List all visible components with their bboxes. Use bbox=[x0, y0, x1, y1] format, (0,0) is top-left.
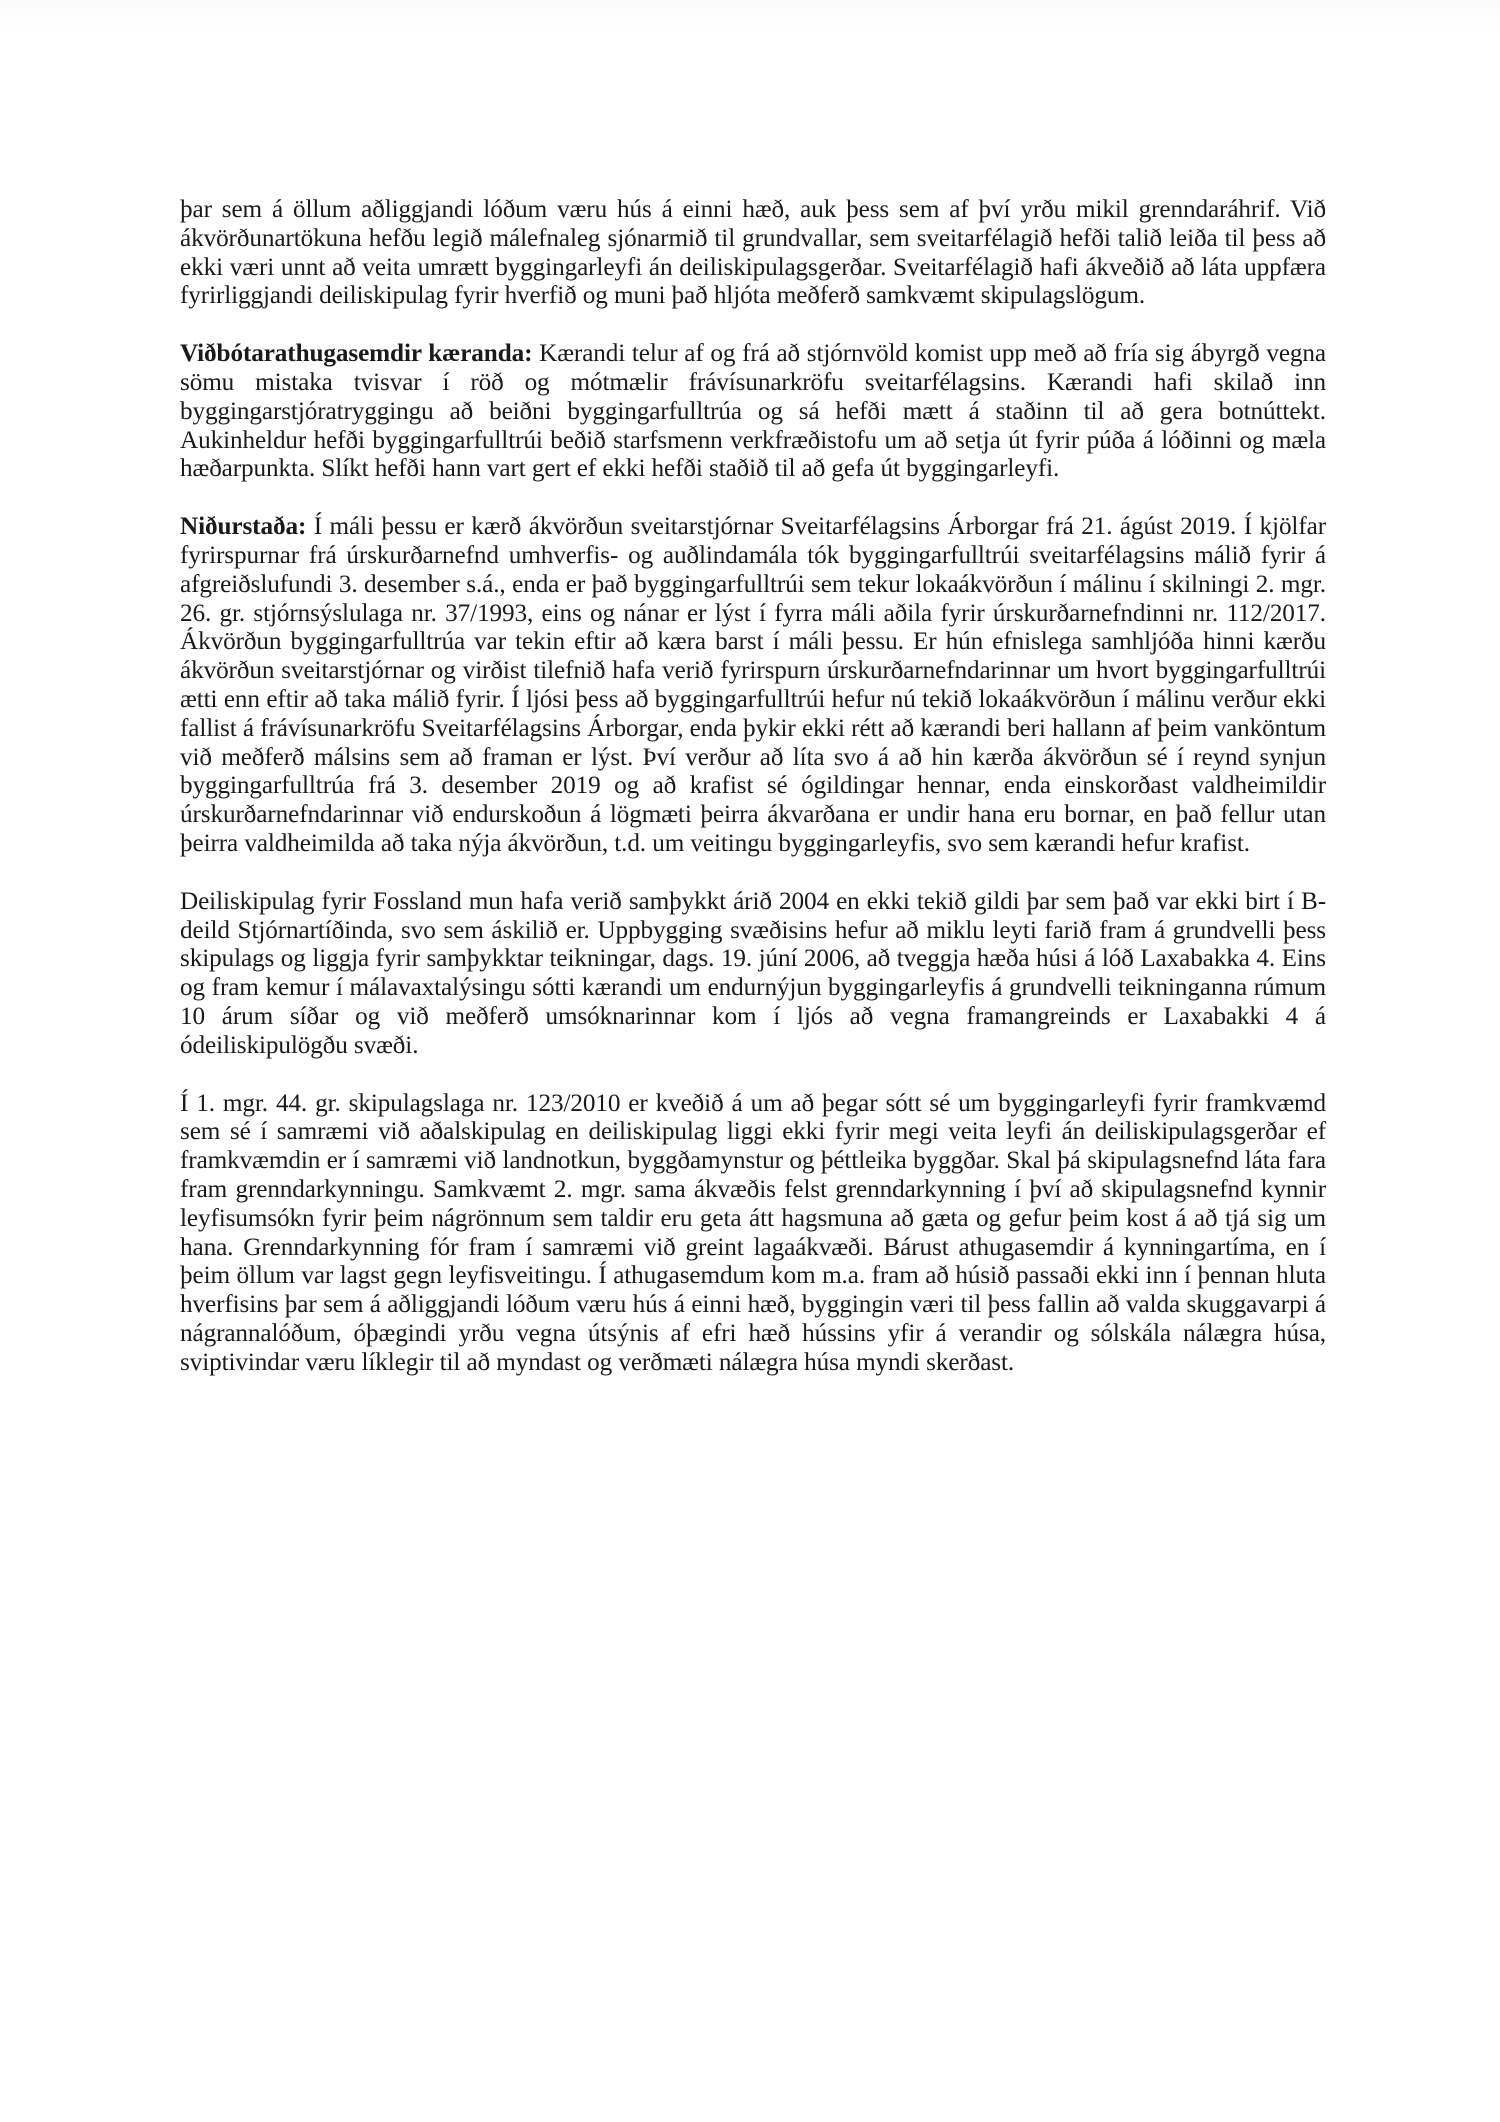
paragraph-text: Deiliskipulag fyrir Fossland mun hafa verið samþykkt árið 2004 en ekki tekið gildi þar sem það var ekki birt í B-deild Stjórnartíðinda, svo sem áskilið er. Uppbygging svæðisins hefur að miklu leyti farið fram á grundvelli þess skipulags og liggja fyrir samþykktar teikningar, dags. 19. júní 2006, að tveggja hæða húsi á lóð Laxabakka 4. Eins og fram kemur í málavaxtalýsingu sótti kærandi um endurnýjun byggingarleyfis á grundvelli teikninganna rúmum 10 árum síðar og við meðferð umsóknarinnar kom í ljós að vegna framangreinds er Laxabakki 4 á ódeiliskipulögðu svæði. bbox=[180, 887, 1326, 1059]
paragraph-text: þar sem á öllum aðliggjandi lóðum væru hús á einni hæð, auk þess sem af því yrðu mikil grenndaráhrif. Við ákvörðunartökuna hefðu legið málefnaleg sjónarmið til grundvallar, sem sveitarfélagið hefði talið leiða til þess að ekki væri unnt að veita umrætt byggingarleyfi án deiliskipulagsgerðar. Sveitarfélagið hafi ákveðið að láta uppfæra fyrirliggjandi deiliskipulag fyrir hverfið og muni það hljóta meðferð samkvæmt skipulagslögum. bbox=[180, 196, 1326, 310]
paragraph-heading-conclusion: Niðurstaða: bbox=[180, 513, 307, 541]
paragraph-planning-act bbox=[180, 1090, 1326, 1378]
document-page bbox=[180, 196, 1326, 1377]
paragraph-text: Í 1. mgr. 44. gr. skipulagslaga nr. 123/2010 er kveðið á um að þegar sótt sé um byggingarleyfi fyrir framkvæmd sem sé í samræmi við aðalskipulag en deiliskipulag liggi ekki fyrir megi veita leyfi án deiliskipulagsgerðar ef framkvæmdin er í samræmi við landnotkun, byggðamynstur og þéttleika byggðar. Skal þá skipulagsnefnd láta fara fram grenndarkynningu. Samkvæmt 2. mgr. sama ákvæðis felst grenndarkynning í því að skipulagsnefnd kynnir leyfisumsókn fyrir þeim nágrönnum sem taldir eru geta átt hagsmuna að gæta og gefur þeim kost á að tjá sig um hana. Grenndarkynning fór fram í samræmi við greint lagaákvæði. Bárust athugasemdir á kynningartíma, en í þeim öllum var lagst gegn leyfisveitingu. Í athugasemdum kom m.a. fram að húsið passaði ekki inn í þennan hluta hverfisins þar sem á aðliggjandi lóðum væru hús á einni hæð, byggingin væri til þess fallin að valda skuggavarpi á nágrannalóðum, óþægindi yrðu vegna útsýnis af efri hæð hússins yfir á verandir og sólskála nálægra húsa, sviptivindar væru líklegir til að myndast og verðmæti nálægra húsa myndi skerðast. bbox=[180, 1089, 1326, 1376]
paragraph-detailed-plan bbox=[180, 888, 1326, 1061]
paragraph-heading-additional-remarks: Viðbótarathugasemdir kæranda: bbox=[180, 340, 533, 368]
paragraph-municipality-reasoning bbox=[180, 196, 1326, 311]
paragraph-additional-remarks bbox=[180, 340, 1326, 484]
paragraph-conclusion bbox=[180, 513, 1326, 859]
paragraph-text: Kærandi telur af og frá að stjórnvöld komist upp með að fría sig ábyrgð vegna sömu mistaka tvisvar í röð og mótmælir frávísunarkröfu sveitarfélagsins. Kærandi hafi skilað inn byggingarstjóratryggingu að beiðni byggingarfulltrúa og sá hefði mætt á staðinn til að gera botnúttekt. Aukinheldur hefði byggingarfulltrúi beðið starfsmenn verkfræðistofu um að setja út fyrir púða á lóðinni og mæla hæðarpunkta. Slíkt hefði hann vart gert ef ekki hefði staðið til að gefa út byggingarleyfi. bbox=[180, 340, 1327, 483]
paragraph-text: Í máli þessu er kærð ákvörðun sveitarstjórnar Sveitarfélagsins Árborgar frá 21. ágúst 2019. Í kjölfar fyrirspurnar frá úrskurðarnefnd umhverfis- og auðlindamála tók byggingarfulltrúi sveitarfélagsins málið fyrir á afgreiðslufundi 3. desember s.á., enda er það byggingarfulltrúi sem tekur lokaákvörðun í málinu í skilningi 2. mgr. 26. gr. stjórnsýslulaga nr. 37/1993, eins og nánar er lýst í fyrra máli aðila fyrir úrskurðarnefndinni nr. 112/2017. Ákvörðun byggingarfulltrúa var tekin eftir að kæra barst í máli þessu. Er hún efnislega samhljóða hinni kærðu ákvörðun sveitarstjórnar og virðist tilefnið hafa verið fyrirspurn úrskurðarnefndarinnar um hvort byggingarfulltrúi ætti enn eftir að taka málið fyrir. Í ljósi þess að byggingarfulltrúi hefur nú tekið lokaákvörðun í málinu verður ekki fallist á frávísunarkröfu Sveitarfélagsins Árborgar, enda þykir ekki rétt að kærandi beri hallann af þeim vanköntum við meðferð málsins sem að framan er lýst. Því verður að líta svo á að hin kærða ákvörðun sé í reynd synjun byggingarfulltrúa frá 3. desember 2019 og að krafist sé ógildingar hennar, enda einskorðast valdheimildir úrskurðarnefndarinnar við endurskoðun á lögmæti þeirra ákvarðana er undir hana eru bornar, en það fellur utan þeirra valdheimilda að taka nýja ákvörðun, t.d. um veitingu byggingarleyfis, svo sem kærandi hefur krafist. bbox=[180, 513, 1326, 857]
scan-artifact bbox=[0, 0, 1500, 30]
